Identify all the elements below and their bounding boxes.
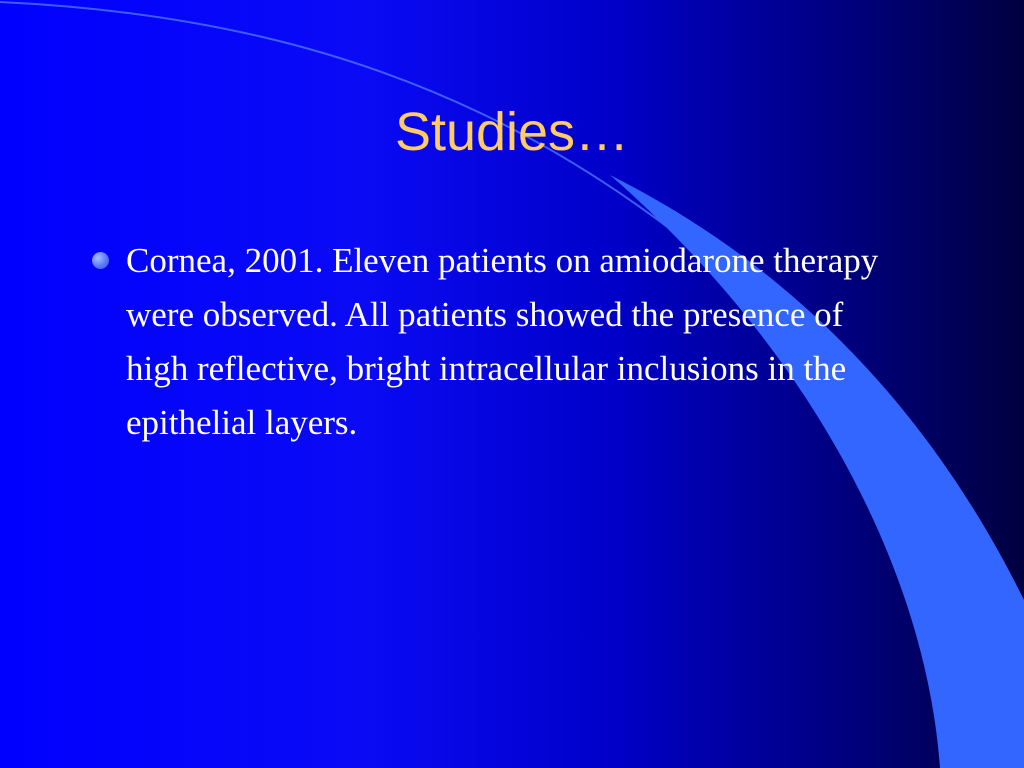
slide-title: Studies… xyxy=(394,102,630,162)
bullet-list xyxy=(90,234,910,450)
bullet-item xyxy=(90,234,910,450)
bullet-dot-icon xyxy=(92,252,109,269)
bullet-text: Cornea, 2001. Eleven patients on amiodarone therapy were observed. All patients showed the presence of high reflective, bright intracellular inclusions in the epithelial layers. xyxy=(126,241,879,442)
